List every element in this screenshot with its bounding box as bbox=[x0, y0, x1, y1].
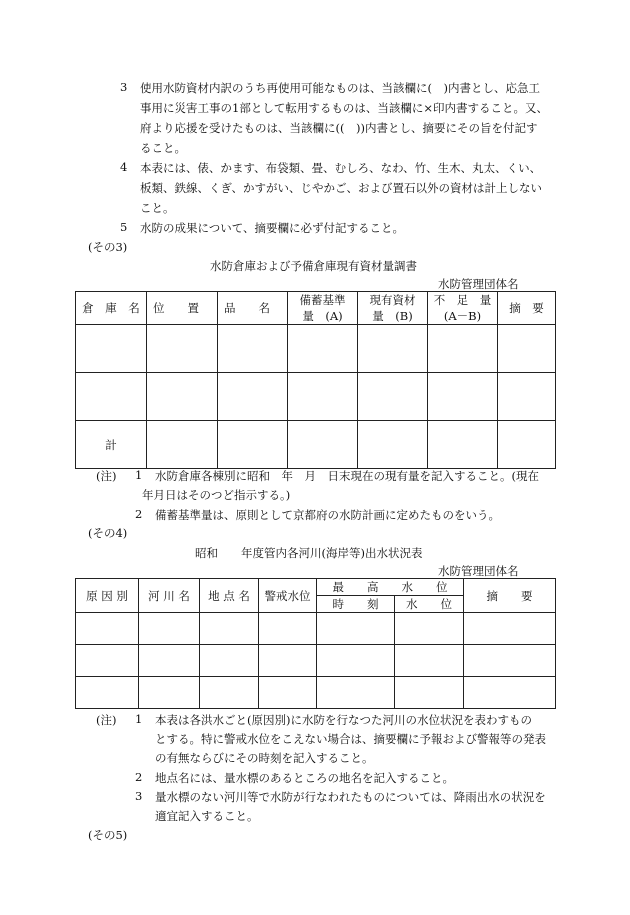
header-current-line-2: 量 (B) bbox=[372, 309, 413, 323]
note-3-line-2: 事用に災害工事の1部として転用するものは、当該欄に×印内書すること。又、 bbox=[140, 101, 548, 115]
s3-note-1-line-2: 年月日はそのつど指示する。) bbox=[142, 488, 291, 502]
s4-note-number-1: 1 bbox=[135, 712, 143, 726]
s3-note-1-line-1: 水防倉庫各棟別に昭和 年 月 日末現在の現有量を記入すること。(現在 bbox=[155, 469, 539, 483]
section-4-title: 昭和 年度管内各河川(海岸等)出水状況表 bbox=[195, 546, 423, 560]
section-3-label: (その3) bbox=[88, 240, 128, 254]
table-row bbox=[76, 613, 556, 645]
s3-note-number-1: 1 bbox=[135, 468, 143, 482]
s4-note-1-line-2: とする。特に警戒水位をこえない場合は、摘要欄に予報および警報等の発表 bbox=[155, 732, 546, 746]
header-standard bbox=[288, 292, 358, 325]
header-shortage bbox=[428, 292, 498, 325]
s4-note-number-2: 2 bbox=[135, 770, 143, 784]
header-shortage-line-2: (A－B) bbox=[443, 309, 482, 323]
header-max-level: 最 高 水 位 bbox=[317, 579, 464, 596]
note-number-4: 4 bbox=[120, 160, 128, 174]
table-row bbox=[76, 677, 556, 709]
s4-note-3-line-2: 適宜記入すること。 bbox=[155, 809, 259, 823]
note-3-line-3: 府より応援を受けたものは、当該欄に(( ))内書とし、摘要にその旨を付記す bbox=[140, 121, 538, 135]
header-standard-line-1: 備蓄基準 bbox=[299, 293, 346, 307]
section-3-title: 水防倉庫および予備倉庫現有資材量調書 bbox=[210, 259, 417, 273]
note-4-line-3: こと。 bbox=[140, 201, 175, 215]
s4-note-3-line-1: 量水標のない河川等で水防が行なわれたものについては、降雨出水の状況を bbox=[155, 790, 546, 804]
header-shortage-line-1: 不 足 量 bbox=[433, 293, 492, 307]
header-warning-level: 警戒水位 bbox=[259, 579, 317, 613]
header-remarks: 摘 要 bbox=[464, 579, 556, 613]
header-cause: 原 因 別 bbox=[76, 579, 139, 613]
header-point: 地 点 名 bbox=[200, 579, 259, 613]
note-3-line-1: 使用水防資材内訳のうち再使用可能なものは、当該欄に( )内書とし、応急工 bbox=[140, 81, 540, 95]
section-4-org-label: 水防管理団体名 bbox=[438, 564, 519, 578]
header-warehouse: 倉 庫 名 bbox=[76, 292, 147, 325]
note-number-3: 3 bbox=[120, 80, 128, 94]
total-row bbox=[76, 421, 556, 469]
header-current bbox=[358, 292, 428, 325]
header-current-line-1: 現有資材 bbox=[369, 293, 416, 307]
s4-note-number-3: 3 bbox=[135, 789, 143, 803]
section-3-org-label: 水防管理団体名 bbox=[438, 277, 519, 291]
s4-note-1-line-1: 本表は各洪水ごと(原因別)に水防を行なつた河川の水位状況を表わすもの bbox=[155, 713, 532, 727]
section-3-notes-label: (注) bbox=[96, 469, 117, 483]
note-3-line-4: ること。 bbox=[140, 141, 186, 155]
section-4-label: (その4) bbox=[88, 526, 128, 540]
river-flood-status-table bbox=[75, 578, 556, 709]
header-location: 位 置 bbox=[147, 292, 218, 325]
section-5-label: (その5) bbox=[88, 828, 128, 842]
table-row bbox=[76, 645, 556, 677]
header-remarks: 摘 要 bbox=[498, 292, 556, 325]
header-standard-line-2: 量 (A) bbox=[302, 309, 343, 323]
s3-note-2-line-1: 備蓄基準量は、原則として京都府の水防計画に定めたものをいう。 bbox=[155, 508, 500, 522]
header-row bbox=[76, 292, 556, 325]
s4-note-2-line-1: 地点名には、量水標のあるところの地名を記入すること。 bbox=[155, 771, 454, 785]
s4-note-1-line-3: の有無ならびにその時刻を記入すること。 bbox=[155, 751, 374, 765]
header-row bbox=[76, 579, 556, 596]
section-4-notes-label: (注) bbox=[96, 713, 117, 727]
note-number-5: 5 bbox=[120, 220, 128, 234]
header-level: 水 位 bbox=[395, 596, 464, 613]
header-river: 河 川 名 bbox=[139, 579, 200, 613]
warehouse-inventory-table bbox=[75, 291, 556, 469]
total-label: 計 bbox=[76, 421, 147, 469]
note-4-line-1: 本表には、俵、かます、布袋類、畳、むしろ、なわ、竹、生木、丸太、くい、 bbox=[140, 161, 542, 175]
note-4-line-2: 板類、鉄線、くぎ、かすがい、じやかご、および置石以外の資材は計上しない bbox=[140, 181, 543, 195]
header-item: 品 名 bbox=[218, 292, 288, 325]
table-row bbox=[76, 373, 556, 421]
s3-note-number-2: 2 bbox=[135, 507, 143, 521]
table-row bbox=[76, 325, 556, 373]
header-time: 時 刻 bbox=[317, 596, 395, 613]
note-5-line-1: 水防の成果について、摘要欄に必ず付記すること。 bbox=[140, 221, 405, 235]
